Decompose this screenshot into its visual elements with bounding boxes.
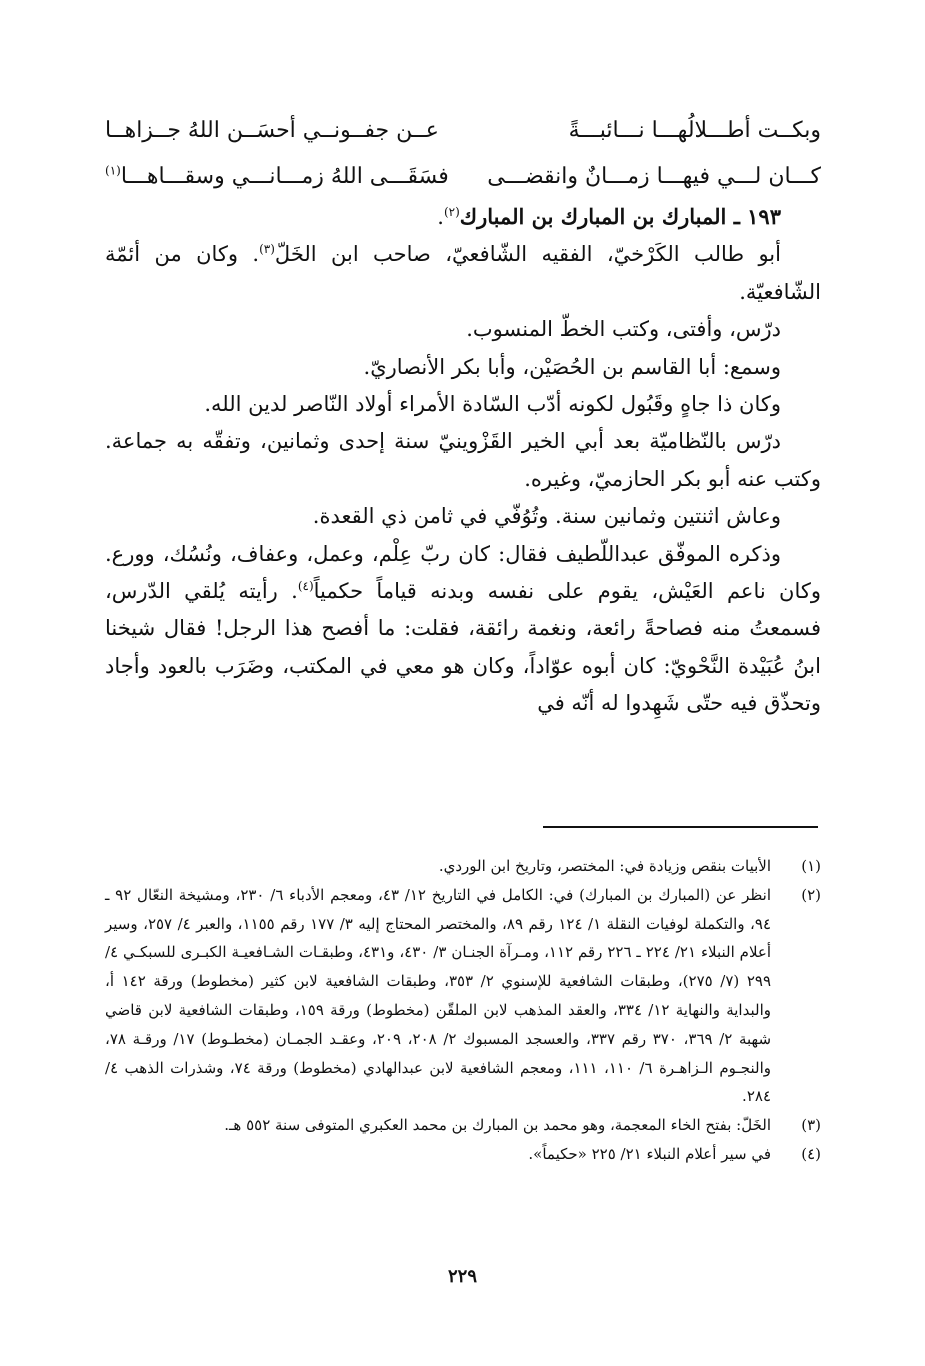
paragraph-3: وسمع: أبا القاسم بن الحُصَيْن، وأبا بكر الأنصاريّ. [363, 354, 781, 379]
footnote-marker-3[interactable]: (٣) [259, 242, 275, 257]
paragraph-6: وعاش اثنتين وثمانين سنة. وتُوُفّي في ثامن ذي القعدة. [312, 504, 781, 529]
paragraph-7 [105, 536, 821, 723]
footnote-4-number: (٤) [801, 1144, 821, 1163]
footnote-marker-4[interactable]: (٤) [297, 579, 314, 594]
paragraph-1-rest: . وكان من أئمّة الشّافعيّة. [105, 242, 821, 304]
paragraph-7-rest: . رأيته يُلقي الدّرس، فسمعتُ منه فصاحةً رائعة، ونغمة رائقة، فقلت: ما أفصح هذا الرجل! فقال شيخنا ابنُ عُبَيْدة النَّحْويّ: كان أبوه عوّاداً، وكان هو معي في المكتب، وضَرَب بالعود وأجاد وتحذّق فيه حتّى شَهِدوا له أنّه في [105, 579, 821, 716]
paragraph-7-text: وذكره الموفّق عبداللّطيف فقال: كان ربّ عِلْم، وعمل، وعفاف، ونُسُك، وورع. وكان ناعم العَيْش، يقوم على نفسه وبدنه قياماً حكمياً [105, 541, 821, 604]
paragraph-1-text: أبو طالب الكَرْخيّ، الفقيه الشّافعيّ، صاحب ابن الخَلّ [274, 242, 781, 267]
footnote-separator [543, 826, 818, 828]
footnote-3-text: الخَلّ: بفتح الخاء المعجمة، وهو محمد بن المبارك بن محمد العكبري المتوفى سنة ٥٥٢ هـ. [224, 1116, 771, 1135]
biography-text [105, 198, 821, 723]
entry-heading-end: . [437, 205, 444, 229]
paragraph-5: درّس بالنّظاميّة بعد أبي الخير القَزْوينيّ سنة إحدى وثمانين، وتفقّه به جماعة. وكتب عنه أبو بكر الحازميّ، وغيره. [105, 429, 821, 491]
verse-2-second-text: فسَقَـــى اللهُ زمـــانـــي وسقـــاهـــا [120, 164, 449, 189]
verse-1-second-hemistich: عــن جفــونــي أحسَــن اللهُ جــزاهــا [105, 118, 439, 143]
footnote-3 [105, 1111, 821, 1140]
footnote-1-text: الأبيات بنقص وزيادة في: المختصر، وتاريخ ابن الوردي. [438, 857, 771, 875]
footnote-3-number: (٣) [801, 1116, 821, 1135]
footnotes [105, 852, 821, 1169]
entry-heading [105, 198, 821, 236]
footnote-2-number: (٢) [801, 885, 821, 904]
paragraph-2: درّس، وأفتى، وكتب الخطّ المنسوب. [466, 317, 781, 342]
footnote-marker-2[interactable]: (٢) [443, 205, 460, 219]
entry-heading-title: ١٩٣ ـ المبارك بن المبارك بن المبارك [459, 204, 781, 229]
page-number: ٢٢٩ [447, 1266, 477, 1287]
paragraph-4: وكان ذا جاهٍ وقَبُول لكونه أدّب السّادة الأمراء أولاد النّاصر لدين الله. [204, 392, 781, 417]
footnote-4 [105, 1140, 821, 1169]
footnote-4-text: في سير أعلام النبلاء ٢١/ ٢٢٥ «حكيماً». [528, 1144, 771, 1163]
footnote-marker-1[interactable]: (١) [105, 163, 121, 178]
verse-2-first-hemistich: كـــان لـــي فيهـــا زمـــانٌ وانقضـــى [487, 164, 821, 189]
paragraph-1 [105, 236, 821, 311]
verse-2-second-hemistich [105, 164, 449, 189]
footnote-1-number: (١) [801, 857, 821, 875]
verse-1-first-hemistich: وبكــت أطـــلالُهـــا نـــائبـــةً [568, 118, 821, 143]
footnote-2 [105, 881, 821, 1111]
footnote-1 [105, 852, 821, 881]
footnote-2-text: انظر عن (المبارك بن المبارك) في: الكامل في التاريخ ١٢/ ٤٣، ومعجم الأدباء ٦/ ٢٣٠، ومشيخة النعّال ٩٢ ـ ٩٤، والتكملة لوفيات النقلة ١/ ١٢٤ رقم ٨٩، والمختصر المحتاج إليه ٣/ ١٧٧ رقم ١١٥٥، والعبر ٤/ ٢٥٧، وسير أعلام النبلاء ٢١/ ٢٢٤ ـ ٢٢٦ رقم ١١٢، ومـرآة الجنـان ٣/ ٤٣٠، و٤٣١، وطبقـات الشـافعيـة الكبـرى للسبكـي ٤/ ٢٩٩ (٧/ ٢٧٥)، وطبقات الشافعية للإسنوي ٢/ ٣٥٣، وطبقات الشافعية لابن كثير (مخطوط) ورقة ١٤٢ أ، والبداية والنهاية ١٢/ ٣٣٤، والعقد المذهب لابن الملقّن (مخطوط) ورقة ١٥٩، وطبقات الشافعية لابن قاضي شهبة ٢/ ٣٦٩، ٣٧٠ رقم ٣٣٧، والعسجد المسبوك ٢/ ٢٠٨، ٢٠٩، وعقـد الجمـان (مخطـوط) ١٧/ ورقـة ٧٨، والنجـوم الـزاهـرة ٦/ ١١٠، ١١١، ومعجم الشافعية لابن عبدالهادي (مخطوط) ورقة ٧٤، وشذرات الذهب ٤/ ٢٨٤. [105, 885, 772, 1106]
